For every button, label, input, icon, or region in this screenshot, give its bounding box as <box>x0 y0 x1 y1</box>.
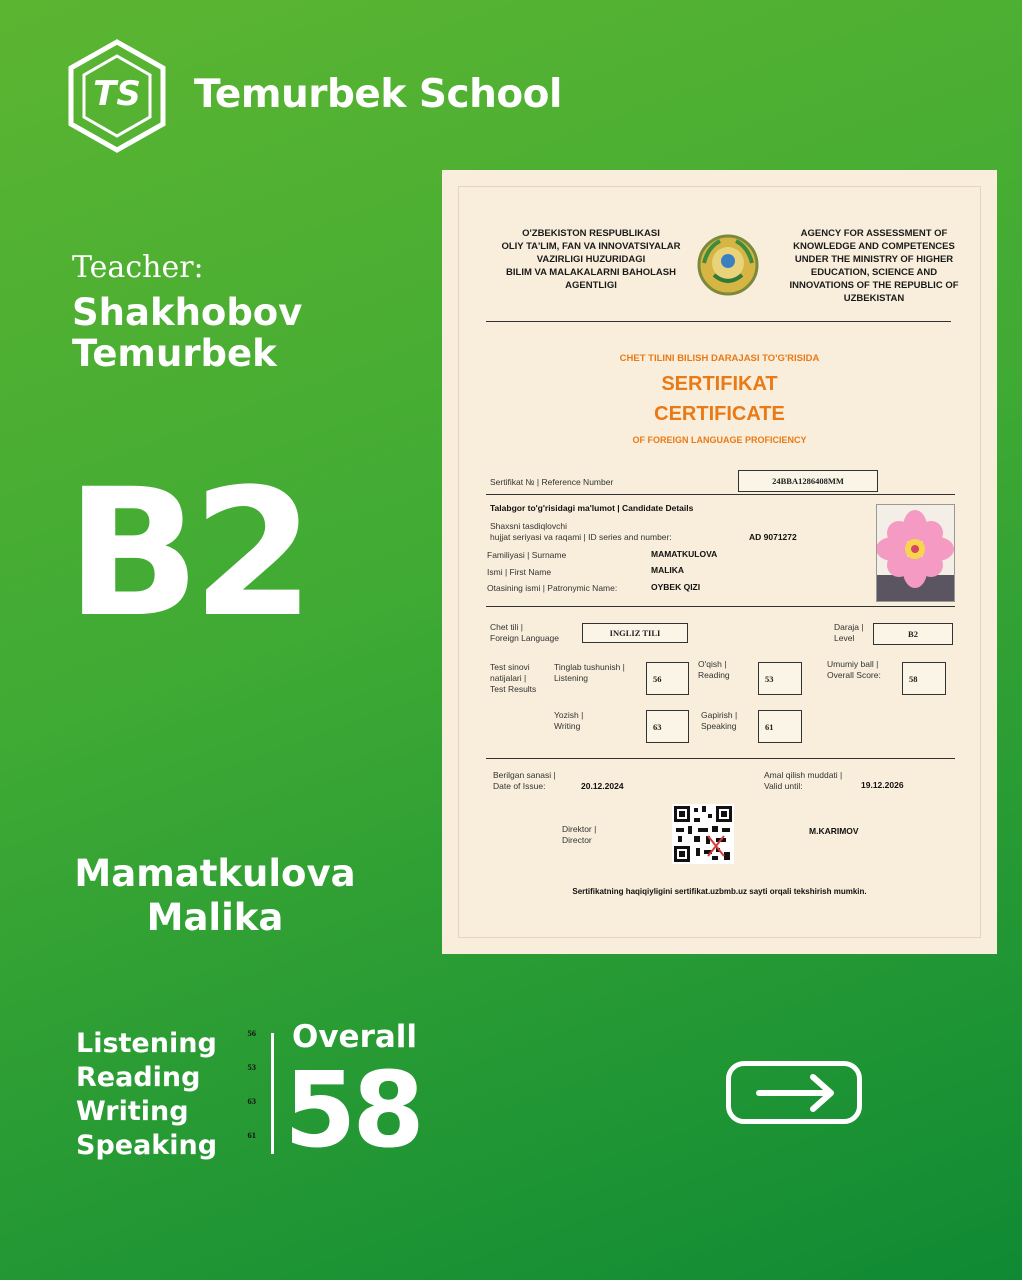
certificate-image <box>442 170 997 954</box>
next-arrow-button[interactable] <box>726 1061 862 1124</box>
ref-value: 24BBA1286408MM <box>738 470 878 492</box>
reading-value: 53 <box>758 662 802 695</box>
patronymic-value: OYBEK QIZI <box>651 582 701 592</box>
cert-subtitle-bottom: OF FOREIGN LANGUAGE PROFICIENCY <box>632 435 807 445</box>
id-label: Shaxsni tasdiqlovchi hujjat seriyasi va raqami | ID series and number: <box>490 521 672 542</box>
student-name <box>60 852 370 940</box>
score-row-speaking <box>76 1130 256 1164</box>
teacher-name-second: Temurbek <box>72 332 277 375</box>
issue-label: Berilgan sanasi | Date of Issue: <box>493 770 556 791</box>
score-label: Listening <box>76 1028 217 1059</box>
cert-title-en: CERTIFICATE <box>654 403 785 425</box>
surname-label: Familiyasi | Surname <box>487 550 567 560</box>
cert-header-right: AGENCY FOR ASSESSMENT OF KNOWLEDGE AND COMPETENCES UNDER THE MINISTRY OF HIGHER EDUCATION, SCIENCE AND INNOVATIONS OF THE REPUBLIC OF UZBEKISTAN <box>789 228 959 304</box>
speaking-label: Gapirish | Speaking <box>701 710 738 731</box>
score-list <box>76 1028 256 1164</box>
score-label: Speaking <box>76 1130 218 1161</box>
valid-value: 19.12.2026 <box>861 780 904 790</box>
overall-value: 58 <box>284 1049 421 1171</box>
overall-score-label: Umumiy ball | Overall Score: <box>827 659 881 680</box>
overall-label: Overall <box>292 1019 418 1055</box>
overall-score-value: 58 <box>902 662 946 695</box>
issue-value: 20.12.2024 <box>581 781 624 791</box>
arrow-right-icon <box>731 1066 857 1119</box>
surname-value: MAMATKULOVA <box>651 549 718 559</box>
level-badge: B2 <box>66 451 307 656</box>
emblem-icon <box>696 233 760 297</box>
cert-divider <box>486 758 955 759</box>
writing-value: 63 <box>646 710 689 743</box>
score-divider <box>271 1033 274 1154</box>
ref-label: Sertifikat № | Reference Number <box>490 477 614 487</box>
score-value: 53 <box>247 1062 256 1072</box>
flower-icon <box>877 505 954 601</box>
logo-letters: TS <box>93 74 141 114</box>
valid-label: Amal qilish muddati | Valid until: <box>764 770 843 791</box>
score-row-listening <box>76 1028 256 1062</box>
language-value: INGLIZ TILI <box>582 623 688 643</box>
results-label: Test sinovi natijalari | Test Results <box>490 662 537 694</box>
cert-divider <box>486 321 951 322</box>
director-label: Direktor | Director <box>562 824 597 845</box>
level-value: B2 <box>873 623 953 645</box>
student-name-second: Malika <box>146 896 284 939</box>
listening-value: 56 <box>646 662 689 695</box>
candidate-photo <box>876 504 955 602</box>
firstname-label: Ismi | First Name <box>487 567 552 577</box>
score-value: 56 <box>247 1028 256 1038</box>
level-label: Daraja | Level <box>834 622 864 643</box>
patronymic-label: Otasining ismi | Patronymic Name: <box>487 583 618 593</box>
listening-label: Tinglab tushunish | Listening <box>554 662 625 683</box>
cert-subtitle-top: CHET TILINI BILISH DARAJASI TO'G'RISIDA <box>619 353 820 364</box>
firstname-value: MALIKA <box>651 565 685 575</box>
score-value: 61 <box>247 1130 256 1140</box>
teacher-name <box>72 292 302 374</box>
cert-divider <box>486 494 955 495</box>
score-label: Writing <box>76 1096 189 1127</box>
score-row-writing <box>76 1096 256 1130</box>
score-label: Reading <box>76 1062 201 1093</box>
candidate-heading: Talabgor to'g'risidagi ma'lumot | Candidate Details <box>490 503 694 513</box>
brand-logo <box>66 38 168 154</box>
footer-note: Sertifikatning haqiqiyligini sertifikat.uzbmb.uz sayti orqali tekshirish mumkin. <box>572 887 867 896</box>
cert-divider <box>486 606 955 607</box>
id-value: AD 9071272 <box>749 532 797 542</box>
reading-label: O'qish | Reading <box>698 659 730 680</box>
cert-title-uz: SERTIFIKAT <box>661 373 778 395</box>
teacher-name-first: Shakhobov <box>72 291 303 334</box>
speaking-value: 61 <box>758 710 802 743</box>
score-value: 63 <box>247 1096 256 1106</box>
teacher-label: Teacher: <box>72 250 204 285</box>
brand-name: Temurbek School <box>194 72 562 117</box>
cert-header-left: O'ZBEKISTON RESPUBLIKASI OLIY TA'LIM, FAN VA INNOVATSIYALAR VAZIRLIGI HUZURIDAGI BILIM VA MALAKALARNI BAHOLASH AGENTLIGI <box>501 228 681 291</box>
director-value: M.KARIMOV <box>809 826 859 836</box>
language-label: Chet tili | Foreign Language <box>490 622 560 643</box>
student-name-first: Mamatkulova <box>74 852 356 895</box>
score-row-reading <box>76 1062 256 1096</box>
writing-label: Yozish | Writing <box>554 710 584 731</box>
qr-code-icon <box>672 804 734 864</box>
